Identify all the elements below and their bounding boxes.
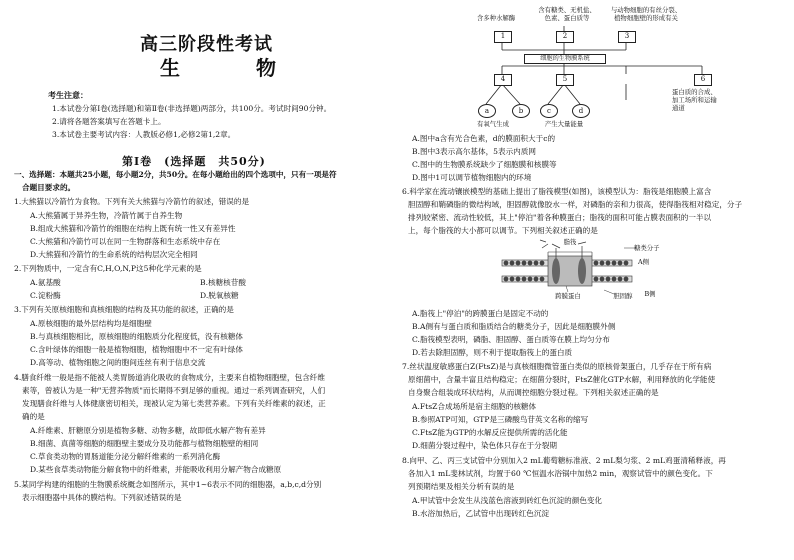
option: C.淀粉酶 <box>30 291 61 300</box>
membrane-system-diagram <box>472 4 742 132</box>
question-stem: 排列较紧密、流动性较低，其上"停泊"着各种膜蛋白；脂筏的面积可能占膜表面积的一半以 <box>408 213 712 222</box>
organelle-3: 3 <box>618 31 636 43</box>
membrane-d: d <box>572 104 590 118</box>
option: B.核糖核苷酸 <box>200 278 246 287</box>
question-stem: 原细菌中，含量丰富且结构稳定；在细菌分裂时，FtsZ催化GTP水解，利用释放的化学能使 <box>408 375 716 384</box>
instructions-line: 一、选择题：本题共25小题，每小题2分，共50分。在每小题给出的四个选项中，只有一项是符 <box>14 170 337 179</box>
question-stem: 8.向甲、乙、丙三支试管中分别加入2 mL葡萄糖标准液、2 mL梨匀浆、2 mL鸡蛋清稀释液，再 <box>402 456 726 465</box>
option: A.原核细胞的最外层结构均是细胞壁 <box>30 319 152 328</box>
instructions-line: 合题目要求的。 <box>22 183 76 192</box>
option: C.脂筏模型表明，磷脂、胆固醇、蛋白质等在膜上均匀分布 <box>412 335 610 344</box>
option: D.图中1可以调节植物细胞内的环境 <box>412 173 532 182</box>
side-b-label: B侧 <box>644 290 656 298</box>
option: A.氨基酸 <box>30 278 61 287</box>
question-stem: 表示细胞器中具体的膜结构。下列叙述错误的是 <box>22 493 182 502</box>
exam-title: 高三阶段性考试 <box>140 34 273 55</box>
option: D.脱氧核糖 <box>200 291 239 300</box>
organelle-5: 5 <box>556 74 574 86</box>
question-stem: 5.某同学构建的细胞的生物膜系统概念如图所示，其中1~6表示不同的细胞器，a,b,c,d分别 <box>14 480 322 489</box>
option: D.高等动、植物细胞之间的胞间连丝有利于信息交流 <box>30 358 206 367</box>
option: D.细菌分裂过程中，染色体只存在于分裂期 <box>412 441 557 450</box>
option: A.FtsZ合成场所是宿主细胞的核糖体 <box>412 402 537 411</box>
option: D.若去除胆固醇，则不利于提取脂筏上的蛋白质 <box>412 348 573 357</box>
option: B.参照ATP可知，GTP是三磷酸鸟苷英文名称的缩写 <box>412 415 589 424</box>
organelle-6: 6 <box>694 74 712 86</box>
option: B.与真核细胞相比，原核细胞的细胞质分化程度低，没有核糖体 <box>30 332 244 341</box>
option: C.含叶绿体的细胞一般是植物细胞，植物细胞中不一定有叶绿体 <box>30 345 243 354</box>
membrane-b: b <box>512 104 530 118</box>
option: C.草食类动物的胃肠道能分泌分解纤维素的一系列消化酶 <box>30 452 221 461</box>
option: B.图中3表示高尔基体，5表示内质网 <box>412 147 536 156</box>
question-stem: 7.丝状温度敏感蛋白Z(FtsZ)是与真核细胞微管蛋白类似的原核骨架蛋白，几乎存在于所有病 <box>402 362 712 371</box>
cholesterol-label: 胆固醇 <box>613 292 633 300</box>
notes-heading: 考生注意： <box>48 90 88 100</box>
top-label-2: 含有糖类、无机盐、 色素、蛋白质等 <box>538 6 596 22</box>
membrane-c: c <box>540 104 558 118</box>
question-stem: 胆固醇和鞘磷脂的微结构域，胆固醇就像胶水一样，对磷脂的亲和力很高，使得脂筏相对稳定，分子 <box>408 200 743 209</box>
option: B.A侧有与蛋白质和脂质结合的糖类分子，因此是细胞膜外侧 <box>412 322 616 331</box>
question-stem: 4.膳食纤维一般是指不能被人类胃肠道消化吸收的食物成分，主要来自植物细胞壁，包含纤维 <box>14 373 325 382</box>
section-title: 第Ⅰ卷 (选择题 共50分) <box>122 155 266 168</box>
note-line: 2.请将各题答案填写在答题卡上。 <box>52 117 166 126</box>
question-stem: 上，每个脂筏的大小都可以调节。下列相关叙述正确的是 <box>408 226 598 235</box>
option: A.甲试管中会发生从浅蓝色溶液到砖红色沉淀的颜色变化 <box>412 496 603 505</box>
option: A.纤维素、肝糖原分别是植物多糖、动物多糖，故即低水解产物有差异 <box>30 426 266 435</box>
label-oxygen: 有氧气生成 <box>477 120 509 128</box>
right-column <box>400 0 794 560</box>
question-stem: 列预期结果及相关分析有误的是 <box>408 482 515 491</box>
question-stem: 1.大熊猫以冷箭竹为食物。下列有关大熊猫与冷箭竹的叙述，错误的是 <box>14 197 250 206</box>
question-stem: 各加入1 mL斐林试剂，均置于60 ℃恒温水浴锅中加热2 min，观察试管中的颜色变化。下 <box>408 469 713 478</box>
question-stem: 素等，曾被认为是一种"无营养物质"而长期得不到足够的重视。通过一系列调查研究，人们 <box>22 386 326 395</box>
option: C.图中的生物膜系统缺少了细胞膜和核膜等 <box>412 160 557 169</box>
question-stem: 自身聚合组装成环状结构，从而调控细胞分裂过程。下列相关叙述正确的是 <box>408 388 659 397</box>
question-stem: 2.下列物质中，一定含有C,H,O,N,P这5种化学元素的是 <box>14 264 202 273</box>
question-stem: 3.下列有关原核细胞和真核细胞的结构及其功能的叙述，正确的是 <box>14 305 234 314</box>
option: D.某些食草类动物能分解食物中的纤维素，并能吸收利用分解产物合成糖原 <box>30 465 282 474</box>
membrane-system-box: 细胞的生物膜系统 <box>524 54 606 64</box>
protein-label: 跨膜蛋白 <box>555 292 581 300</box>
raft-label: 脂筏 <box>563 238 577 246</box>
membrane-a: a <box>478 104 496 118</box>
side-a-label: A侧 <box>638 258 650 266</box>
question-stem: 确的是 <box>22 412 45 421</box>
option: A.大熊猫属于异养生物，冷箭竹属于自养生物 <box>30 211 183 220</box>
option: B.水浴加热后，乙试管中出现砖红色沉淀 <box>412 509 550 518</box>
note-line: 3.本试卷主要考试内容：人教版必修1,必修2第1,2章。 <box>52 130 236 139</box>
question-stem: 发现膳食纤维与人体健康密切相关，现被认定为第七类营养素。下列有关纤维素的叙述，正 <box>22 399 326 408</box>
organelle-1: 1 <box>494 31 512 43</box>
label-er: 蛋白质的合成、 加工场所和运输 通道 <box>672 88 717 112</box>
organelle-2: 2 <box>556 31 574 43</box>
note-line: 1.本试卷分第Ⅰ卷(选择题)和第Ⅱ卷(非选择题)两部分，共100分。考试时间90分钟。 <box>52 104 332 113</box>
option: B.细菌、真菌等细胞的细胞壁主要成分及功能都与植物细胞壁的相同 <box>30 439 259 448</box>
option: C.FtsZ能为GTP的水解反应提供所需的活化能 <box>412 428 568 437</box>
option: A.图中a含有光合色素，d的膜面积大于c的 <box>412 134 556 143</box>
organelle-4: 4 <box>494 74 512 86</box>
question-stem: 6.科学家在流动镶嵌模型的基础上提出了脂筏模型(如图)，该模型认为：脂筏是细胞膜上富含 <box>402 187 712 196</box>
option: B.组成大熊猫和冷箭竹的细胞在结构上既有统一性又有差异性 <box>30 224 236 233</box>
option: A.脂筏上"停泊"的跨膜蛋白是固定不动的 <box>412 309 549 318</box>
option: C.大熊猫和冷箭竹可以在同一生物群落和生态系统中存在 <box>30 237 221 246</box>
top-label-1: 含多种水解酶 <box>476 14 516 22</box>
label-energy: 产生大量能量 <box>544 120 584 128</box>
top-label-3: 与动物细胞的有丝分裂、 植物细胞壁的形成有关 <box>610 6 682 22</box>
option: D.大熊猫和冷箭竹的生命系统的结构层次完全相同 <box>30 250 198 259</box>
sugar-label: 糖类分子 <box>634 244 660 252</box>
subject-title: 生 物 <box>160 56 304 80</box>
lipid-raft-figure <box>496 238 676 304</box>
